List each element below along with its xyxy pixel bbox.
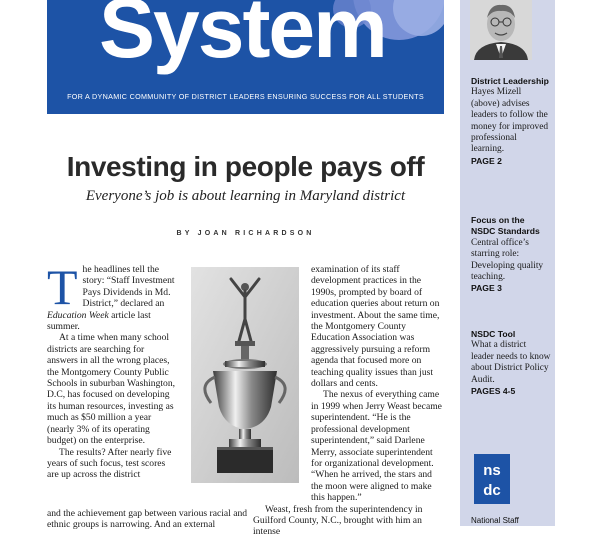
sidebar-heading: Focus on the NSDC Standards [471,215,540,237]
sidebar-text: Hayes Mizell (above) advises leaders to follow the money for improved professional learning. [471,87,549,155]
svg-text:ns: ns [483,462,501,479]
sidebar-item-district-leadership[interactable] [471,76,551,167]
sidebar-heading: District Leadership [471,76,549,86]
sidebar-heading: NSDC Tool [471,329,516,339]
paragraph-text: article last summer. [47,309,151,333]
masthead-tagline: FOR A DYNAMIC COMMUNITY OF DISTRICT LEADERS ENSURING SUCCESS FOR ALL STUDENTS [67,92,424,101]
sidebar-page-ref: PAGE 3 [471,283,502,294]
article-column-2 [253,264,445,538]
paragraph: and the achievement gap between various racial and ethnic groups is narrowing. And an external [47,508,248,531]
svg-text:dc: dc [483,482,501,499]
article-deck: Everyone’s job is about learning in Maryland district [85,188,406,204]
sidebar-text: Central office’s starring role: Developing quality teaching. [471,237,544,283]
paragraph-text: he headlines tell the story: “Staff Investment Pays Dividends in Md. District,” declared an [82,264,175,310]
nsdc-logo [474,454,510,504]
publication-logo: System [99,0,386,75]
paragraph: At a time when many school districts are searching for answers in all the wrong places, the Montgomery County Public Schools in suburban Washington, D.C, has focused on developing its human resources, investing as much as $50 million a year (nearly 3% of its operating budget) on the enterprise. [47,332,176,447]
paragraph: The nexus of everything came in 1999 when Jerry Weast became superintendent. “He is the professional development superintendent,” said Darlene Merry, associate superintendent for organizational development. “When he arrived, the stars and the moon were aligned to make this happen.” [311,389,442,504]
nsdc-logo-icon [474,454,510,504]
article-headline: Investing in people pays off [66,151,425,182]
masthead-banner [47,0,444,114]
sidebar-item-nsdc-standards[interactable] [471,215,551,295]
sidebar-page-ref: PAGE 2 [471,155,502,166]
paragraph: Weast, fresh from the superintendency in Guilford County, N.C., brought with him an intense [253,503,423,538]
sidebar-page-ref: PAGES 4-5 [471,386,516,397]
organization-name: National Staff [471,516,519,525]
article-column-1 [47,259,177,481]
drop-cap: T [47,259,78,315]
publication-name: Education Week [47,309,109,321]
article-column-1-continued [47,508,257,531]
paragraph: examination of its staff development practices in the 1990s, prompted by board of education queries about return on investment. About the same time, the Montgomery County Education Association was aggressively pursuing a reform agenda that focused more on teaching quality issues than just dollars and cents. [311,264,440,390]
paragraph: The results? After nearly five years of such focus, test scores are up across the district [47,446,172,481]
person-portrait-icon [470,0,532,60]
sidebar-item-nsdc-tool[interactable] [471,329,551,397]
article-byline: BY JOAN RICHARDSON [176,230,315,237]
paragraph [47,259,177,333]
sidebar-text: What a district leader needs to know about District Policy Audit. [471,340,551,385]
headshot-photo [470,0,532,60]
